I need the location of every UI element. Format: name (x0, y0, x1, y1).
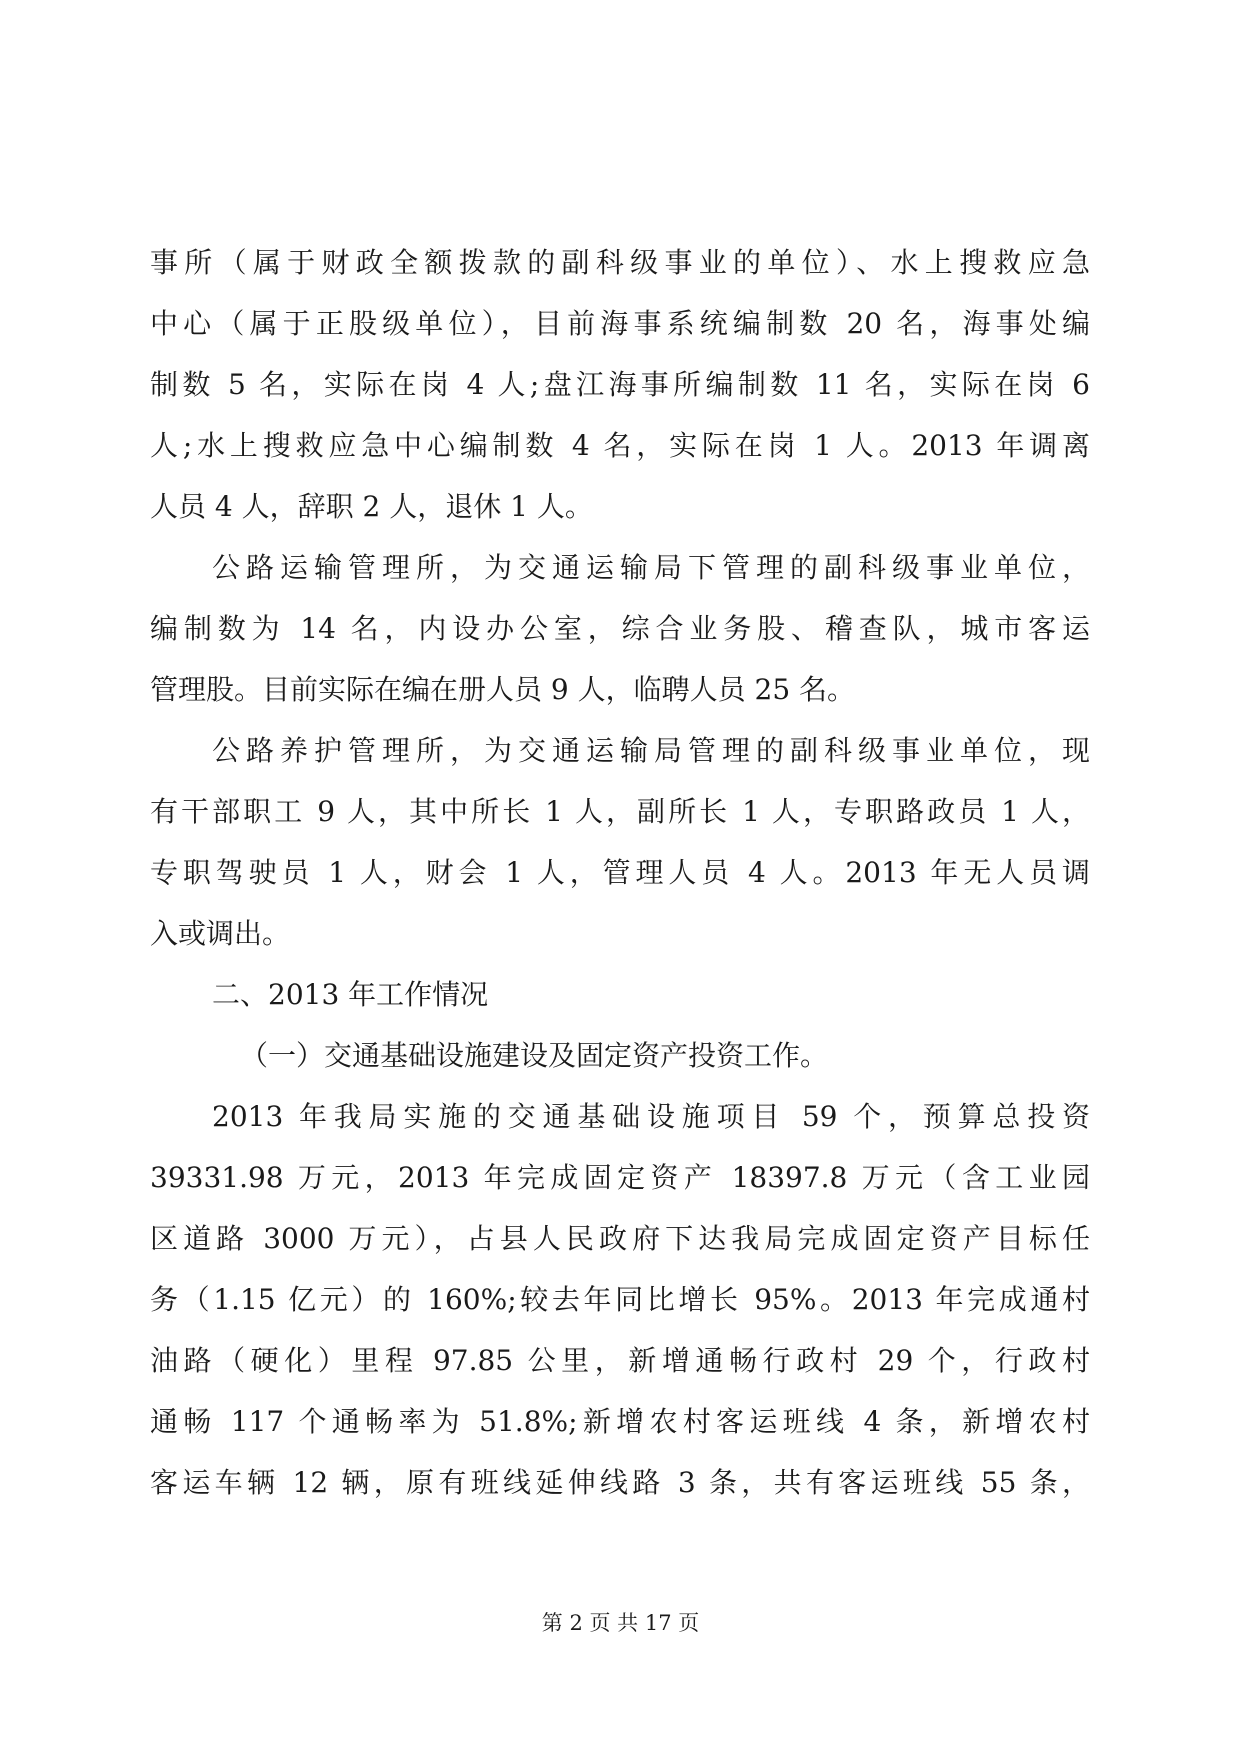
paragraph-maritime-staffing (150, 232, 1090, 537)
text-line: 人;水上搜救应急中心编制数 4 名，实际在岗 1 人。2013 年调离 (150, 429, 1090, 462)
text-line: 公路养护管理所，为交通运输局管理的副科级事业单位，现 (212, 734, 1090, 767)
text-line: 入或调出。 (150, 917, 291, 950)
text-line: 中心（属于正股级单位），目前海事系统编制数 20 名，海事处编 (150, 307, 1090, 340)
text-line: 公路运输管理所，为交通运输局下管理的副科级事业单位， (212, 551, 1090, 584)
paragraph-road-transport-office (150, 537, 1090, 720)
text-line: 油路（硬化）里程 97.85 公里，新增通畅行政村 29 个，行政村 (150, 1344, 1090, 1377)
subsection-heading: （一）交通基础设施建设及固定资产投资工作。 (240, 1039, 829, 1072)
paragraph-road-maintenance-office (150, 720, 1090, 964)
text-line: 2013 年我局实施的交通基础设施项目 59 个，预算总投资 (212, 1100, 1090, 1133)
text-line: 有干部职工 9 人，其中所长 1 人，副所长 1 人，专职路政员 1 人， (150, 795, 1090, 828)
page-number-footer: 第 2 页 共 17 页 (541, 1611, 700, 1635)
text-line: 事所（属于财政全额拨款的副科级事业的单位）、水上搜救应急 (150, 246, 1090, 279)
text-line: 编制数为 14 名，内设办公室，综合业务股、稽查队，城市客运 (150, 612, 1090, 645)
text-line: 务（1.15 亿元）的 160%;较去年同比增长 95%。2013 年完成通村 (150, 1283, 1090, 1316)
text-line: 人员 4 人，辞职 2 人，退休 1 人。 (150, 490, 593, 523)
text-line: 专职驾驶员 1 人，财会 1 人，管理人员 4 人。2013 年无人员调 (150, 856, 1090, 889)
document-body (150, 232, 1090, 1513)
text-line: 区道路 3000 万元），占县人民政府下达我局完成固定资产目标任 (150, 1222, 1090, 1255)
text-line: 制数 5 名，实际在岗 4 人;盘江海事所编制数 11 名，实际在岗 6 (150, 368, 1090, 401)
text-line: 管理股。目前实际在编在册人员 9 人，临聘人员 25 名。 (150, 673, 856, 706)
text-line: 客运车辆 12 辆，原有班线延伸线路 3 条，共有客运班线 55 条， (150, 1466, 1090, 1499)
text-line: 39331.98 万元，2013 年完成固定资产 18397.8 万元（含工业园 (150, 1161, 1090, 1194)
paragraph-infrastructure-investment (150, 1086, 1090, 1513)
text-line: 通畅 117 个通畅率为 51.8%;新增农村客运班线 4 条，新增农村 (150, 1405, 1090, 1438)
section-heading: 二、2013 年工作情况 (212, 978, 489, 1011)
